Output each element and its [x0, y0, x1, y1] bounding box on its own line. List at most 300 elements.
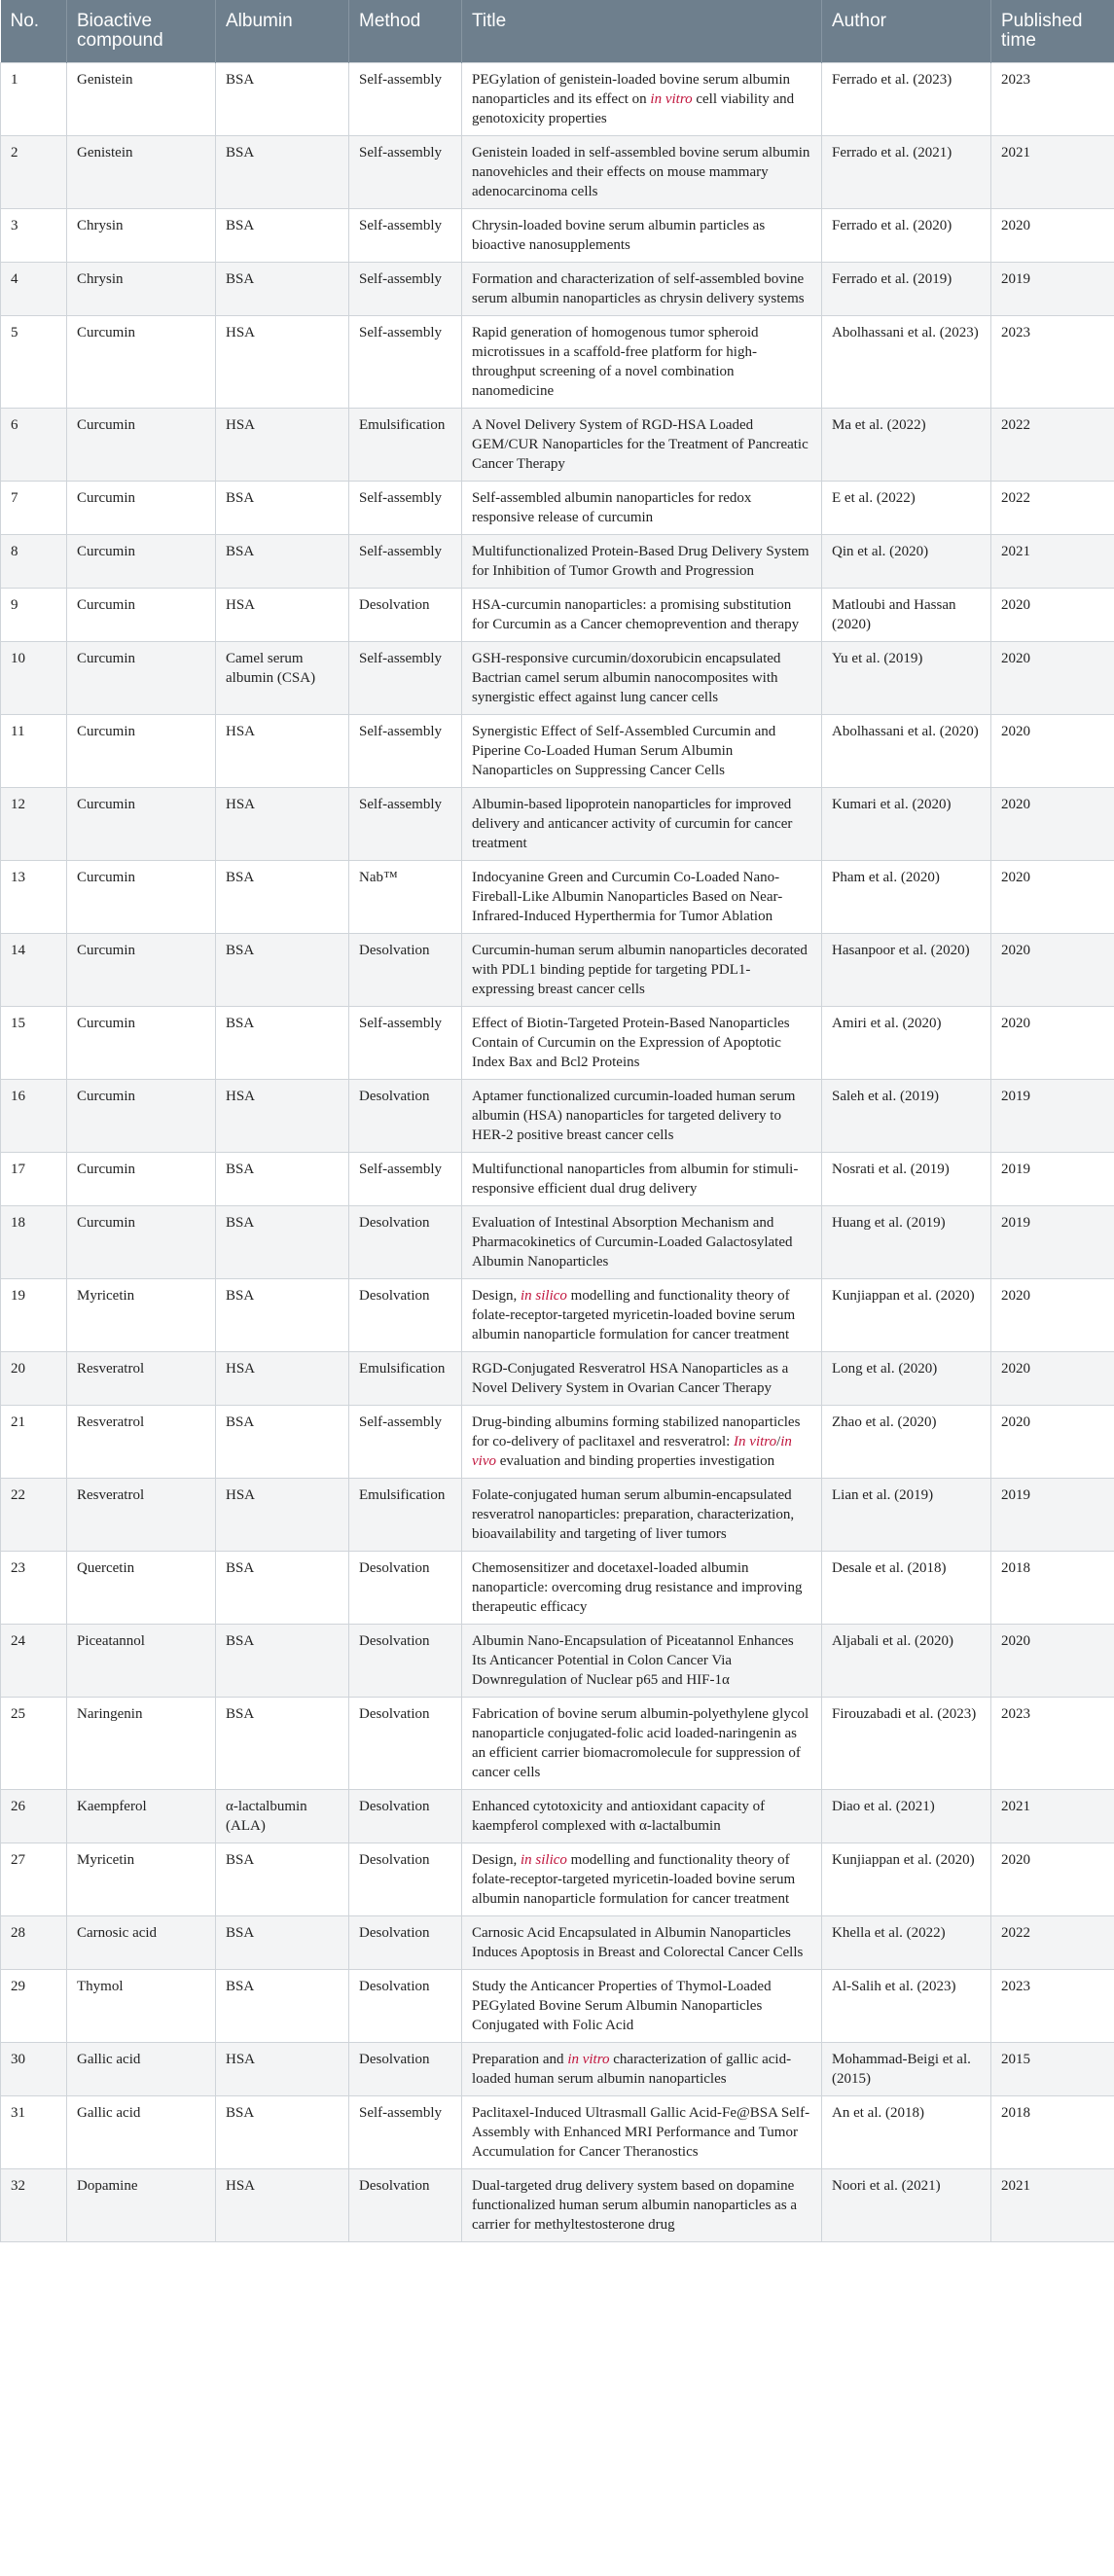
cell-no: 19: [1, 1279, 67, 1352]
cell-albumin: BSA: [216, 1916, 349, 1970]
cell-published-time: 2022: [991, 1916, 1114, 1970]
table-row: [1, 642, 1114, 715]
cell-author: Ferrado et al. (2020): [822, 209, 991, 263]
table-row: [1, 1352, 1114, 1406]
cell-method: Emulsification: [349, 1479, 462, 1552]
cell-albumin: HSA: [216, 409, 349, 482]
cell-no: 17: [1, 1153, 67, 1206]
cell-author: Ferrado et al. (2021): [822, 136, 991, 209]
cell-bioactive-compound: Gallic acid: [67, 2043, 216, 2096]
cell-author: Yu et al. (2019): [822, 642, 991, 715]
cell-published-time: 2018: [991, 2096, 1114, 2169]
table-row: [1, 1698, 1114, 1790]
title-text: Drug-binding albumins forming stabilized nanoparticles for co-delivery of paclitaxel and resveratrol:: [472, 1414, 801, 1449]
title-text: Curcumin-human serum albumin nanoparticles decorated with PDL1 binding peptide for targeting PDL1-expressing breast cancer cells: [472, 943, 808, 997]
cell-bioactive-compound: Curcumin: [67, 589, 216, 642]
cell-published-time: 2019: [991, 1153, 1114, 1206]
cell-author: Al-Salih et al. (2023): [822, 1970, 991, 2043]
cell-title: [462, 934, 822, 1007]
cell-author: Kunjiappan et al. (2020): [822, 1843, 991, 1916]
cell-bioactive-compound: Kaempferol: [67, 1790, 216, 1843]
cell-albumin: HSA: [216, 2043, 349, 2096]
cell-albumin: BSA: [216, 2096, 349, 2169]
cell-published-time: 2020: [991, 934, 1114, 1007]
cell-no: 21: [1, 1406, 67, 1479]
cell-bioactive-compound: Curcumin: [67, 934, 216, 1007]
cell-method: Self-assembly: [349, 482, 462, 535]
cell-albumin: BSA: [216, 1698, 349, 1790]
cell-title: [462, 535, 822, 589]
cell-author: An et al. (2018): [822, 2096, 991, 2169]
cell-no: 25: [1, 1698, 67, 1790]
title-emphasis: in vitro: [567, 2052, 610, 2067]
cell-method: Self-assembly: [349, 535, 462, 589]
cell-published-time: 2021: [991, 1790, 1114, 1843]
cell-albumin: BSA: [216, 535, 349, 589]
cell-no: 1: [1, 63, 67, 136]
cell-method: Desolvation: [349, 1843, 462, 1916]
title-text: modelling and functionality theory of folate-receptor-targeted myricetin-loaded bovine serum albumin nanoparticle formulation for cancer treatment: [472, 1852, 796, 1907]
cell-albumin: BSA: [216, 934, 349, 1007]
table-row: [1, 63, 1114, 136]
title-text: Paclitaxel-Induced Ultrasmall Gallic Acid-Fe@BSA Self-Assembly with Enhanced MRI Performance and Tumor Accumulation for Cancer Theranostics: [472, 2105, 810, 2160]
cell-method: Self-assembly: [349, 63, 462, 136]
cell-author: Abolhassani et al. (2023): [822, 316, 991, 409]
cell-published-time: 2018: [991, 1552, 1114, 1625]
cell-method: Desolvation: [349, 589, 462, 642]
cell-method: Desolvation: [349, 1279, 462, 1352]
cell-no: 7: [1, 482, 67, 535]
cell-author: Abolhassani et al. (2020): [822, 715, 991, 788]
cell-method: Desolvation: [349, 1206, 462, 1279]
cell-method: Self-assembly: [349, 642, 462, 715]
cell-title: [462, 589, 822, 642]
cell-author: Nosrati et al. (2019): [822, 1153, 991, 1206]
cell-published-time: 2019: [991, 263, 1114, 316]
cell-bioactive-compound: Carnosic acid: [67, 1916, 216, 1970]
title-text: A Novel Delivery System of RGD-HSA Loaded GEM/CUR Nanoparticles for the Treatment of Pancreatic Cancer Therapy: [472, 417, 809, 472]
cell-method: Desolvation: [349, 934, 462, 1007]
cell-method: Desolvation: [349, 1916, 462, 1970]
cell-no: 27: [1, 1843, 67, 1916]
title-emphasis: in vivo: [472, 1434, 792, 1469]
title-text: Genistein loaded in self-assembled bovine serum albumin nanovehicles and their effects on mouse mammary adenocarcinoma cells: [472, 145, 810, 199]
cell-bioactive-compound: Myricetin: [67, 1279, 216, 1352]
cell-no: 13: [1, 861, 67, 934]
table-body: [1, 63, 1114, 2242]
header-title: Title: [462, 0, 822, 63]
cell-method: Desolvation: [349, 1625, 462, 1698]
cell-method: Desolvation: [349, 2169, 462, 2242]
cell-albumin: Camel serum albumin (CSA): [216, 642, 349, 715]
cell-bioactive-compound: Genistein: [67, 136, 216, 209]
cell-title: [462, 1790, 822, 1843]
cell-no: 15: [1, 1007, 67, 1080]
cell-method: Self-assembly: [349, 1153, 462, 1206]
title-text: Evaluation of Intestinal Absorption Mechanism and Pharmacokinetics of Curcumin-Loaded Galactosylated Albumin Nanoparticles: [472, 1215, 793, 1270]
title-text: RGD-Conjugated Resveratrol HSA Nanoparticles as a Novel Delivery System in Ovarian Cancer Therapy: [472, 1361, 789, 1396]
title-text: Effect of Biotin-Targeted Protein-Based Nanoparticles Contain of Curcumin on the Expression of Apoptotic Index Bax and Bcl2 Proteins: [472, 1016, 790, 1070]
cell-bioactive-compound: Curcumin: [67, 1206, 216, 1279]
cell-published-time: 2020: [991, 715, 1114, 788]
cell-albumin: BSA: [216, 1279, 349, 1352]
cell-title: [462, 482, 822, 535]
table-row: [1, 1479, 1114, 1552]
cell-method: Self-assembly: [349, 136, 462, 209]
cell-bioactive-compound: Chrysin: [67, 263, 216, 316]
table-row: [1, 1153, 1114, 1206]
cell-albumin: BSA: [216, 136, 349, 209]
table-header: [1, 0, 1114, 63]
title-text: /: [776, 1434, 781, 1449]
cell-title: [462, 715, 822, 788]
cell-title: [462, 263, 822, 316]
title-text: Design,: [472, 1288, 521, 1304]
cell-author: Diao et al. (2021): [822, 1790, 991, 1843]
cell-published-time: 2020: [991, 1279, 1114, 1352]
cell-no: 10: [1, 642, 67, 715]
table-row: [1, 482, 1114, 535]
cell-published-time: 2020: [991, 1406, 1114, 1479]
cell-title: [462, 63, 822, 136]
cell-no: 24: [1, 1625, 67, 1698]
cell-published-time: 2020: [991, 861, 1114, 934]
cell-bioactive-compound: Gallic acid: [67, 2096, 216, 2169]
cell-albumin: BSA: [216, 1625, 349, 1698]
cell-albumin: BSA: [216, 209, 349, 263]
cell-no: 18: [1, 1206, 67, 1279]
cell-author: Kumari et al. (2020): [822, 788, 991, 861]
cell-albumin: HSA: [216, 1352, 349, 1406]
title-text: Preparation and: [472, 2052, 568, 2067]
cell-method: Self-assembly: [349, 715, 462, 788]
cell-bioactive-compound: Piceatannol: [67, 1625, 216, 1698]
table-row: [1, 2096, 1114, 2169]
cell-title: [462, 788, 822, 861]
cell-title: [462, 209, 822, 263]
cell-bioactive-compound: Curcumin: [67, 715, 216, 788]
title-text: Enhanced cytotoxicity and antioxidant capacity of kaempferol complexed with α-lactalbumin: [472, 1799, 766, 1834]
title-text: Fabrication of bovine serum albumin-polyethylene glycol nanoparticle conjugated-folic acid loaded-naringenin as an efficient carrier biomacromolecule for suppression of cancer cells: [472, 1706, 809, 1780]
cell-no: 23: [1, 1552, 67, 1625]
cell-method: Self-assembly: [349, 788, 462, 861]
cell-author: Matloubi and Hassan (2020): [822, 589, 991, 642]
cell-author: Huang et al. (2019): [822, 1206, 991, 1279]
cell-method: Self-assembly: [349, 1007, 462, 1080]
cell-bioactive-compound: Curcumin: [67, 642, 216, 715]
title-text: Multifunctionalized Protein-Based Drug Delivery System for Inhibition of Tumor Growth and Progression: [472, 544, 809, 579]
cell-bioactive-compound: Naringenin: [67, 1698, 216, 1790]
cell-no: 22: [1, 1479, 67, 1552]
cell-title: [462, 409, 822, 482]
title-text: Albumin-based lipoprotein nanoparticles for improved delivery and anticancer activity of curcumin for cancer treatment: [472, 797, 793, 851]
cell-bioactive-compound: Chrysin: [67, 209, 216, 263]
cell-no: 14: [1, 934, 67, 1007]
cell-author: Khella et al. (2022): [822, 1916, 991, 1970]
cell-author: Firouzabadi et al. (2023): [822, 1698, 991, 1790]
cell-bioactive-compound: Curcumin: [67, 861, 216, 934]
cell-no: 28: [1, 1916, 67, 1970]
cell-albumin: BSA: [216, 861, 349, 934]
header-author: Author: [822, 0, 991, 63]
cell-author: Ma et al. (2022): [822, 409, 991, 482]
cell-title: [462, 1843, 822, 1916]
cell-method: Self-assembly: [349, 263, 462, 316]
cell-bioactive-compound: Myricetin: [67, 1843, 216, 1916]
cell-bioactive-compound: Curcumin: [67, 482, 216, 535]
cell-title: [462, 1080, 822, 1153]
cell-published-time: 2023: [991, 316, 1114, 409]
title-text: Chrysin-loaded bovine serum albumin particles as bioactive nanosupplements: [472, 218, 766, 253]
cell-author: Long et al. (2020): [822, 1352, 991, 1406]
table-row: [1, 1007, 1114, 1080]
table-row: [1, 1843, 1114, 1916]
cell-no: 9: [1, 589, 67, 642]
cell-albumin: BSA: [216, 1843, 349, 1916]
cell-albumin: BSA: [216, 63, 349, 136]
cell-method: Emulsification: [349, 409, 462, 482]
cell-method: Nab™: [349, 861, 462, 934]
cell-author: Saleh et al. (2019): [822, 1080, 991, 1153]
cell-author: Desale et al. (2018): [822, 1552, 991, 1625]
cell-bioactive-compound: Resveratrol: [67, 1352, 216, 1406]
cell-bioactive-compound: Dopamine: [67, 2169, 216, 2242]
cell-albumin: HSA: [216, 788, 349, 861]
cell-published-time: 2020: [991, 788, 1114, 861]
title-text: Indocyanine Green and Curcumin Co-Loaded Nano-Fireball-Like Albumin Nanoparticles Based on Near-Infrared-Induced Hyperthermia for Tumor Ablation: [472, 870, 783, 924]
cell-albumin: BSA: [216, 1406, 349, 1479]
header-bioactive-compound: Bioactive compound: [67, 0, 216, 63]
title-emphasis: in silico: [521, 1852, 567, 1868]
cell-author: E et al. (2022): [822, 482, 991, 535]
cell-method: Desolvation: [349, 2043, 462, 2096]
cell-title: [462, 1406, 822, 1479]
title-text: Albumin Nano-Encapsulation of Piceatannol Enhances Its Anticancer Potential in Colon Cancer Via Downregulation of Nuclear p65 and HIF-1α: [472, 1633, 794, 1688]
cell-albumin: BSA: [216, 263, 349, 316]
cell-no: 8: [1, 535, 67, 589]
table-row: [1, 1406, 1114, 1479]
cell-published-time: 2020: [991, 1843, 1114, 1916]
title-text: cell viability and genotoxicity properties: [472, 91, 795, 126]
cell-no: 29: [1, 1970, 67, 2043]
cell-no: 3: [1, 209, 67, 263]
cell-title: [462, 1279, 822, 1352]
cell-no: 11: [1, 715, 67, 788]
cell-published-time: 2020: [991, 1625, 1114, 1698]
table-row: [1, 209, 1114, 263]
cell-method: Desolvation: [349, 1080, 462, 1153]
cell-published-time: 2023: [991, 1698, 1114, 1790]
table-row: [1, 2169, 1114, 2242]
cell-no: 32: [1, 2169, 67, 2242]
cell-albumin: HSA: [216, 2169, 349, 2242]
title-text: Synergistic Effect of Self-Assembled Curcumin and Piperine Co-Loaded Human Serum Albumin Nanoparticles on Suppressing Cancer Cells: [472, 724, 776, 778]
cell-published-time: 2015: [991, 2043, 1114, 2096]
header-no: No.: [1, 0, 67, 63]
cell-title: [462, 642, 822, 715]
cell-no: 4: [1, 263, 67, 316]
cell-bioactive-compound: Quercetin: [67, 1552, 216, 1625]
title-text: Dual-targeted drug delivery system based on dopamine functionalized human serum albumin nanoparticles as a carrier for methyltestosterone drug: [472, 2178, 798, 2233]
cell-published-time: 2020: [991, 589, 1114, 642]
cell-author: Noori et al. (2021): [822, 2169, 991, 2242]
cell-published-time: 2020: [991, 1007, 1114, 1080]
table-row: [1, 1970, 1114, 2043]
header-row: [1, 0, 1114, 63]
cell-author: Zhao et al. (2020): [822, 1406, 991, 1479]
cell-published-time: 2021: [991, 136, 1114, 209]
cell-title: [462, 2043, 822, 2096]
cell-title: [462, 1153, 822, 1206]
cell-bioactive-compound: Thymol: [67, 1970, 216, 2043]
cell-author: Amiri et al. (2020): [822, 1007, 991, 1080]
title-text: Rapid generation of homogenous tumor spheroid microtissues in a scaffold-free platform for high-throughput screening of a novel combination nanomedicine: [472, 325, 759, 399]
cell-published-time: 2020: [991, 642, 1114, 715]
table-row: [1, 589, 1114, 642]
cell-method: Emulsification: [349, 1352, 462, 1406]
title-text: Carnosic Acid Encapsulated in Albumin Nanoparticles Induces Apoptosis in Breast and Colorectal Cancer Cells: [472, 1925, 804, 1960]
cell-published-time: 2022: [991, 409, 1114, 482]
cell-no: 2: [1, 136, 67, 209]
header-method: Method: [349, 0, 462, 63]
cell-albumin: BSA: [216, 1970, 349, 2043]
title-text: Folate-conjugated human serum albumin-encapsulated resveratrol nanoparticles: preparation, characterization, bioavailability and targeting of liver tumors: [472, 1487, 795, 1542]
cell-no: 12: [1, 788, 67, 861]
title-text: PEGylation of genistein-loaded bovine serum albumin nanoparticles and its effect on: [472, 72, 791, 107]
table-row: [1, 316, 1114, 409]
table-row: [1, 1625, 1114, 1698]
cell-author: Lian et al. (2019): [822, 1479, 991, 1552]
cell-method: Self-assembly: [349, 316, 462, 409]
cell-bioactive-compound: Curcumin: [67, 409, 216, 482]
title-text: Design,: [472, 1852, 521, 1868]
cell-no: 26: [1, 1790, 67, 1843]
cell-bioactive-compound: Curcumin: [67, 535, 216, 589]
cell-albumin: HSA: [216, 1479, 349, 1552]
cell-bioactive-compound: Curcumin: [67, 316, 216, 409]
cell-albumin: BSA: [216, 1206, 349, 1279]
table-row: [1, 934, 1114, 1007]
cell-albumin: α-lactalbumin (ALA): [216, 1790, 349, 1843]
table-row: [1, 861, 1114, 934]
cell-title: [462, 1625, 822, 1698]
cell-author: Ferrado et al. (2019): [822, 263, 991, 316]
cell-author: Ferrado et al. (2023): [822, 63, 991, 136]
cell-title: [462, 2169, 822, 2242]
table-row: [1, 788, 1114, 861]
table-row: [1, 1080, 1114, 1153]
header-published-time: Published time: [991, 0, 1114, 63]
cell-title: [462, 1698, 822, 1790]
cell-published-time: 2020: [991, 209, 1114, 263]
cell-published-time: 2021: [991, 535, 1114, 589]
cell-published-time: 2019: [991, 1479, 1114, 1552]
table-row: [1, 136, 1114, 209]
cell-albumin: HSA: [216, 589, 349, 642]
cell-title: [462, 1970, 822, 2043]
cell-author: Hasanpoor et al. (2020): [822, 934, 991, 1007]
title-text: evaluation and binding properties investigation: [495, 1453, 775, 1469]
title-text: Aptamer functionalized curcumin-loaded human serum albumin (HSA) nanoparticles for targeted delivery to HER-2 positive breast cancer cells: [472, 1089, 796, 1143]
cell-title: [462, 861, 822, 934]
cell-method: Self-assembly: [349, 1406, 462, 1479]
cell-no: 20: [1, 1352, 67, 1406]
table-row: [1, 1916, 1114, 1970]
cell-method: Desolvation: [349, 1970, 462, 2043]
cell-author: Pham et al. (2020): [822, 861, 991, 934]
cell-bioactive-compound: Curcumin: [67, 1153, 216, 1206]
title-text: Multifunctional nanoparticles from albumin for stimuli-responsive efficient dual drug delivery: [472, 1162, 799, 1197]
cell-title: [462, 316, 822, 409]
cell-albumin: BSA: [216, 1007, 349, 1080]
title-emphasis: in vitro: [650, 91, 693, 107]
cell-title: [462, 1552, 822, 1625]
cell-author: Mohammad-Beigi et al. (2015): [822, 2043, 991, 2096]
title-text: Formation and characterization of self-assembled bovine serum albumin nanoparticles as chrysin delivery systems: [472, 271, 805, 306]
cell-method: Self-assembly: [349, 209, 462, 263]
table-row: [1, 1790, 1114, 1843]
cell-bioactive-compound: Resveratrol: [67, 1479, 216, 1552]
cell-bioactive-compound: Curcumin: [67, 1080, 216, 1153]
table-row: [1, 1206, 1114, 1279]
title-text: Self-assembled albumin nanoparticles for redox responsive release of curcumin: [472, 490, 752, 525]
cell-title: [462, 2096, 822, 2169]
cell-no: 30: [1, 2043, 67, 2096]
table-row: [1, 1552, 1114, 1625]
cell-title: [462, 136, 822, 209]
cell-method: Desolvation: [349, 1698, 462, 1790]
cell-published-time: 2021: [991, 2169, 1114, 2242]
cell-title: [462, 1916, 822, 1970]
cell-published-time: 2019: [991, 1080, 1114, 1153]
cell-no: 6: [1, 409, 67, 482]
cell-bioactive-compound: Resveratrol: [67, 1406, 216, 1479]
cell-published-time: 2020: [991, 1352, 1114, 1406]
cell-author: Qin et al. (2020): [822, 535, 991, 589]
table-row: [1, 263, 1114, 316]
cell-published-time: 2019: [991, 1206, 1114, 1279]
cell-albumin: HSA: [216, 316, 349, 409]
cell-no: 5: [1, 316, 67, 409]
cell-published-time: 2023: [991, 1970, 1114, 2043]
title-text: characterization of gallic acid-loaded human serum albumin nanoparticles: [472, 2052, 792, 2087]
title-emphasis: In vitro: [734, 1434, 777, 1449]
cell-no: 31: [1, 2096, 67, 2169]
title-emphasis: in silico: [521, 1288, 567, 1304]
cell-method: Desolvation: [349, 1790, 462, 1843]
cell-bioactive-compound: Genistein: [67, 63, 216, 136]
cell-published-time: 2023: [991, 63, 1114, 136]
cell-albumin: BSA: [216, 482, 349, 535]
cell-published-time: 2022: [991, 482, 1114, 535]
header-albumin: Albumin: [216, 0, 349, 63]
table-row: [1, 2043, 1114, 2096]
table-row: [1, 715, 1114, 788]
cell-albumin: BSA: [216, 1153, 349, 1206]
table-row: [1, 535, 1114, 589]
cell-albumin: HSA: [216, 1080, 349, 1153]
cell-method: Self-assembly: [349, 2096, 462, 2169]
title-text: Study the Anticancer Properties of Thymol-Loaded PEGylated Bovine Serum Albumin Nanoparticles Conjugated with Folic Acid: [472, 1979, 772, 2033]
cell-albumin: HSA: [216, 715, 349, 788]
cell-bioactive-compound: Curcumin: [67, 1007, 216, 1080]
title-text: GSH-responsive curcumin/doxorubicin encapsulated Bactrian camel serum albumin nanocomposites with synergistic effect against lung cancer cells: [472, 651, 781, 705]
title-text: HSA-curcumin nanoparticles: a promising substitution for Curcumin as a Cancer chemoprevention and therapy: [472, 597, 800, 632]
cell-bioactive-compound: Curcumin: [67, 788, 216, 861]
cell-no: 16: [1, 1080, 67, 1153]
cell-title: [462, 1007, 822, 1080]
cell-author: Aljabali et al. (2020): [822, 1625, 991, 1698]
